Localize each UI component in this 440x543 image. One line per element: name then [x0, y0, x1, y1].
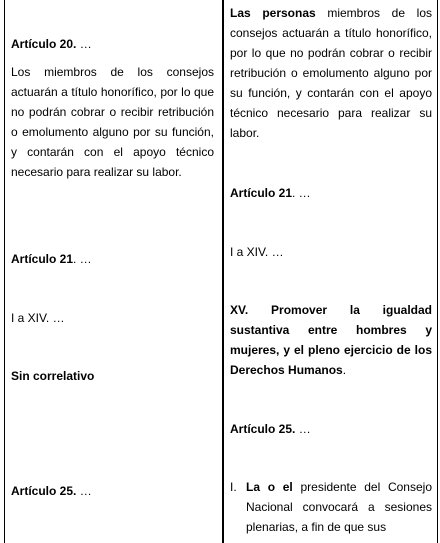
article-20-proposed-body: Las personas miembros de los consejos actuarán a título honorífico, por lo que no podrán cobrar o recibir retribución o emolumento alguno por su función, y contarán con el apoyo técnico necesario para realizar su labor. [230, 6, 432, 140]
article-25-proposed-heading: Artículo 25. … [230, 422, 311, 436]
article-21-heading: Artículo 21. … [11, 252, 92, 266]
current-text-column [5, 0, 222, 543]
article-20-heading: Artículo 20. … [11, 37, 92, 51]
fraction-i-number: I. [230, 480, 237, 494]
fractions-proposed-range: I a XIV. … [230, 245, 284, 259]
fractions-range: I a XIV. … [11, 311, 65, 325]
comparison-table [4, 0, 438, 543]
fraction-xv-added: XV. Promover la igualdad sustantiva entre hombres y mujeres, y el pleno ejercicio de los Derechos Humanos. [230, 303, 432, 377]
proposed-text-column [224, 0, 439, 543]
sin-correlativo: Sin correlativo [11, 369, 95, 383]
article-20-body: Los miembros de los consejos actuarán a título honorífico, por lo que no podrán cobrar o recibir retribución o emolumento alguno por su función, y contarán con el apoyo técnico necesario para realizar su labor. [11, 65, 214, 179]
fraction-i-text: La o el presidente del Consejo Nacional convocará a sesiones plenarias, a fin de que sus [246, 480, 432, 534]
article-25-heading: Artículo 25. … [11, 484, 92, 498]
article-21-proposed-heading: Artículo 21. … [230, 186, 311, 200]
article-25-fraction-i [230, 477, 432, 537]
